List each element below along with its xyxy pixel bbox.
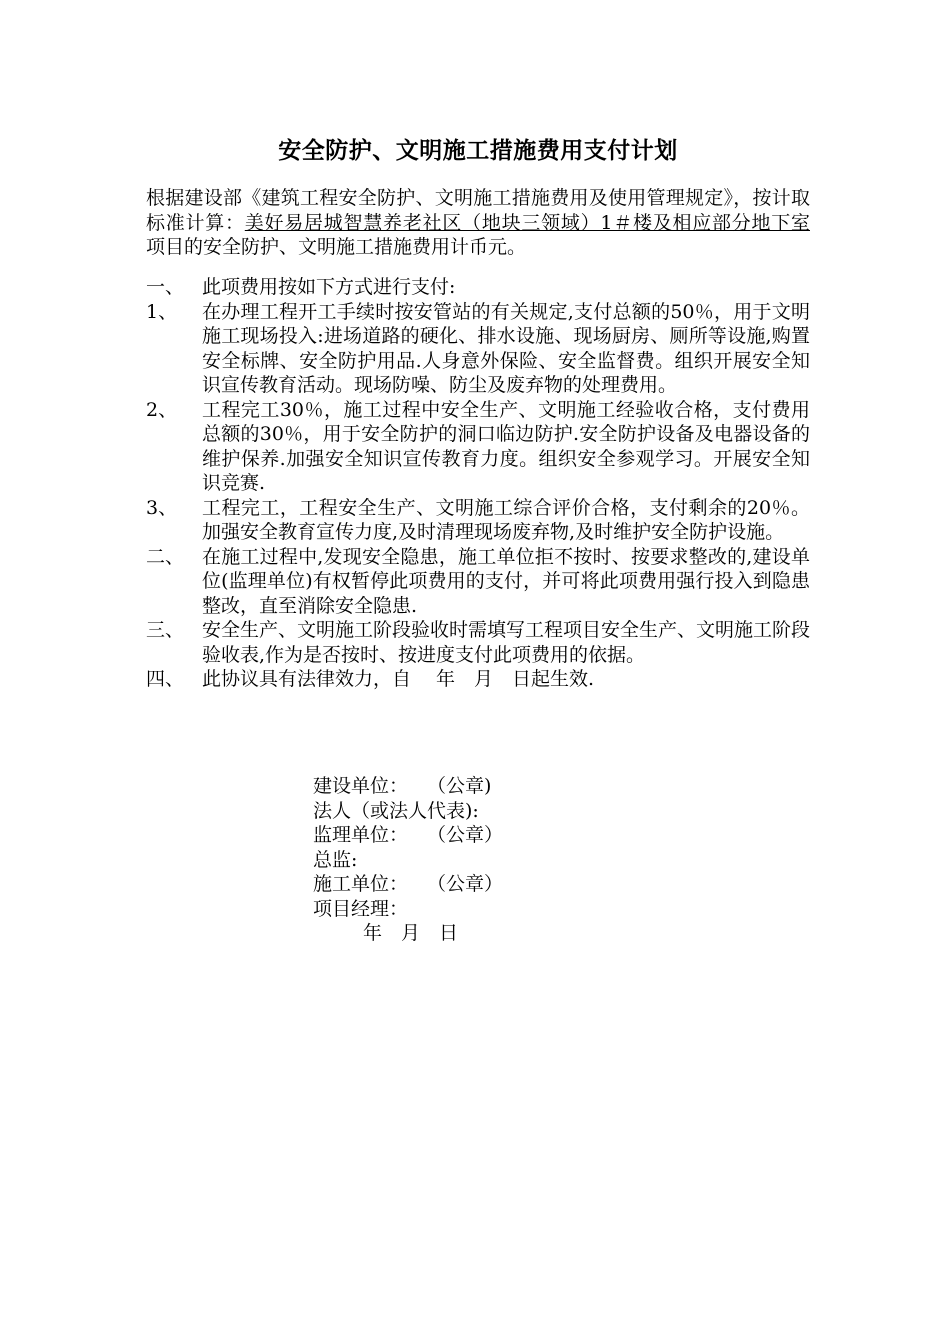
signature-date: 年 月 日 [363,922,459,944]
signature-construction-unit: 建设单位： （公章) [313,775,492,797]
clause-text: 安全生产、文明施工阶段验收时需填写工程项目安全生产、文明施工阶段验收表,作为是否按时、按进度支付此项费用的依据。 [202,619,811,666]
clause-item [146,300,810,398]
signature-contractor: 施工单位： （公章） [313,873,504,895]
clause-text: 工程完工，工程安全生产、文明施工综合评价合格，支付剩余的20％。加强安全教育宣传力度,及时清理现场废弃物,及时维护安全防护设施。 [202,496,810,543]
clause-marker: 三、 [146,619,185,641]
clause-text: 此协议具有法律效力，自 年 月 日起生效. [202,668,595,690]
clause-text: 在办理工程开工手续时按安管站的有关规定,支付总额的50％，用于文明施工现场投入:进场道路的硬化、排水设施、现场厨房、厕所等设施,购置安全标牌、安全防护用品.人身意外保险、安全监督费。组织开展安全知识宣传教育活动。现场防噪、防尘及废弃物的处理费用。 [202,300,810,396]
project-name: 美好易居城智慧养老社区（地块三领域）1＃楼及相应部分地下室 [244,211,810,234]
intro-text-after: 项目的安全防护、文明施工措施费用计币元。 [146,236,527,258]
clause-item [146,398,810,496]
clause-item [146,667,810,692]
clause-text: 此项费用按如下方式进行支付: [202,276,456,298]
clause-marker: 一、 [146,276,185,298]
intro-paragraph [146,186,810,260]
clause-marker: 2、 [146,398,178,421]
clause-list [146,275,810,692]
clause-item [146,496,810,545]
document-title: 安全防护、文明施工措施费用支付计划 [278,138,678,164]
intro-text-before: 根据建设部《建筑工程安全防护、文明施工措施费用及使用管理规定》，按计取标准计算： [146,187,810,234]
clause-item [146,618,810,667]
signature-chief-supervisor: 总监: [313,848,358,871]
clause-marker: 二、 [146,545,185,568]
clause-item [146,275,810,300]
signature-supervision-unit: 监理单位： （公章） [313,824,504,846]
signature-legal-person: 法人（或法人代表): [313,799,479,822]
clause-text: 在施工过程中,发现安全隐患，施工单位拒不按时、按要求整改的,建设单位(监理单位)有权暂停此项费用的支付，并可将此项费用强行投入到隐患整改，直至消除安全隐患. [202,545,810,617]
clause-marker: 四、 [146,668,185,690]
signature-project-manager: 项目经理： [313,897,409,920]
clause-marker: 3、 [146,496,178,519]
clause-item [146,545,810,619]
clause-text: 工程完工30％，施工过程中安全生产、文明施工经验收合格，支付费用总额的30％，用于安全防护的洞口临边防护.安全防护设备及电器设备的维护保养.加强安全知识宣传教育力度。组织安全参观学习。开展安全知识竞赛. [202,398,810,494]
signature-block [313,774,713,946]
clause-marker: 1、 [146,300,178,323]
